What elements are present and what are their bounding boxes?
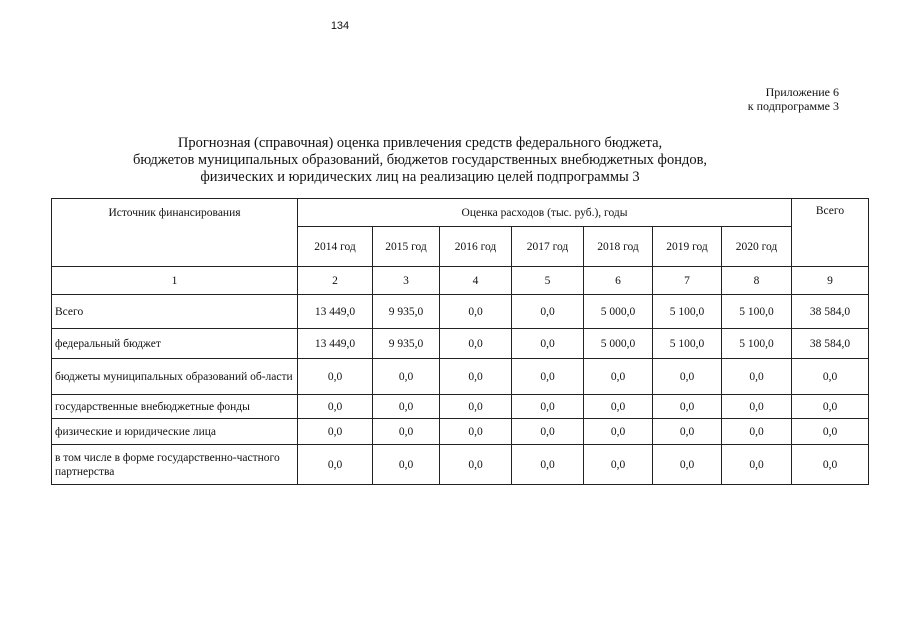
header-year: 2014 год bbox=[298, 227, 373, 267]
table-row bbox=[52, 359, 869, 395]
row-label: государственные внебюджетные фонды bbox=[52, 395, 298, 419]
column-number: 6 bbox=[584, 267, 653, 295]
table-cell: 5 000,0 bbox=[584, 295, 653, 329]
appendix-line-2: к подпрограмме 3 bbox=[747, 99, 839, 113]
table-cell: 0,0 bbox=[653, 419, 722, 445]
column-number: 3 bbox=[373, 267, 440, 295]
table-cell: 0,0 bbox=[792, 419, 869, 445]
title-line-1: Прогнозная (справочная) оценка привлечения средств федерального бюджета, bbox=[177, 135, 663, 151]
table-cell: 0,0 bbox=[653, 395, 722, 419]
table-cell: 5 000,0 bbox=[584, 329, 653, 359]
table-cell: 0,0 bbox=[440, 445, 512, 485]
header-year: 2016 год bbox=[440, 227, 512, 267]
table-cell: 0,0 bbox=[722, 445, 792, 485]
header-year: 2017 год bbox=[512, 227, 584, 267]
table-cell: 0,0 bbox=[512, 329, 584, 359]
table-cell: 0,0 bbox=[373, 359, 440, 395]
header-estimate: Оценка расходов (тыс. руб.), годы bbox=[298, 199, 792, 227]
header-year: 2020 год bbox=[722, 227, 792, 267]
column-number: 7 bbox=[653, 267, 722, 295]
table-cell: 0,0 bbox=[440, 395, 512, 419]
header-row bbox=[52, 199, 869, 227]
table-cell: 0,0 bbox=[792, 359, 869, 395]
column-number: 9 bbox=[792, 267, 869, 295]
table-cell: 9 935,0 bbox=[373, 329, 440, 359]
table-row bbox=[52, 329, 869, 359]
table-cell: 0,0 bbox=[722, 395, 792, 419]
table-cell: 0,0 bbox=[512, 295, 584, 329]
column-number: 2 bbox=[298, 267, 373, 295]
table-cell: 38 584,0 bbox=[792, 295, 869, 329]
table-cell: 0,0 bbox=[440, 359, 512, 395]
page-number: 134 bbox=[330, 20, 350, 32]
header-year: 2019 год bbox=[653, 227, 722, 267]
table-cell: 0,0 bbox=[298, 445, 373, 485]
column-number: 5 bbox=[512, 267, 584, 295]
table-cell: 0,0 bbox=[298, 395, 373, 419]
row-label: бюджеты муниципальных образований об-ласти bbox=[52, 359, 298, 395]
header-year: 2015 год bbox=[373, 227, 440, 267]
column-number: 1 bbox=[52, 267, 298, 295]
table-cell: 0,0 bbox=[440, 419, 512, 445]
table-cell: 0,0 bbox=[298, 419, 373, 445]
document-title bbox=[120, 135, 720, 186]
table-cell: 0,0 bbox=[584, 359, 653, 395]
table-cell: 0,0 bbox=[373, 395, 440, 419]
table-cell: 0,0 bbox=[722, 359, 792, 395]
column-number: 4 bbox=[440, 267, 512, 295]
table-cell: 0,0 bbox=[584, 445, 653, 485]
title-line-3: физических и юридических лиц на реализацию целей подпрограммы 3 bbox=[200, 169, 640, 185]
table-cell: 0,0 bbox=[653, 359, 722, 395]
table-cell: 0,0 bbox=[373, 445, 440, 485]
table-cell: 0,0 bbox=[512, 445, 584, 485]
row-label: физические и юридические лица bbox=[52, 419, 298, 445]
table-row bbox=[52, 419, 869, 445]
table-row bbox=[52, 445, 869, 485]
table-cell: 0,0 bbox=[512, 395, 584, 419]
appendix-line-1: Приложение 6 bbox=[765, 85, 839, 99]
table-cell: 0,0 bbox=[440, 295, 512, 329]
header-total: Всего bbox=[792, 199, 869, 267]
row-label: Всего bbox=[52, 295, 298, 329]
table-cell: 5 100,0 bbox=[722, 295, 792, 329]
table-cell: 13 449,0 bbox=[298, 295, 373, 329]
table-row bbox=[52, 295, 869, 329]
table-cell: 5 100,0 bbox=[653, 295, 722, 329]
header-year: 2018 год bbox=[584, 227, 653, 267]
table-cell: 0,0 bbox=[512, 359, 584, 395]
appendix-note bbox=[748, 85, 839, 113]
table-cell: 38 584,0 bbox=[792, 329, 869, 359]
table-cell: 0,0 bbox=[792, 395, 869, 419]
column-number-row bbox=[52, 267, 869, 295]
budget-table bbox=[51, 198, 869, 485]
row-label: федеральный бюджет bbox=[52, 329, 298, 359]
table-cell: 0,0 bbox=[653, 445, 722, 485]
table-cell: 0,0 bbox=[298, 359, 373, 395]
table-cell: 0,0 bbox=[440, 329, 512, 359]
table-cell: 0,0 bbox=[792, 445, 869, 485]
table-cell: 0,0 bbox=[512, 419, 584, 445]
column-number: 8 bbox=[722, 267, 792, 295]
table-cell: 0,0 bbox=[373, 419, 440, 445]
table-cell: 0,0 bbox=[722, 419, 792, 445]
table-cell: 5 100,0 bbox=[653, 329, 722, 359]
table-cell: 0,0 bbox=[584, 395, 653, 419]
header-source: Источник финансирования bbox=[52, 199, 298, 267]
table-cell: 0,0 bbox=[584, 419, 653, 445]
table-row bbox=[52, 395, 869, 419]
table-cell: 9 935,0 bbox=[373, 295, 440, 329]
row-label: в том числе в форме государственно-частного партнерства bbox=[52, 445, 298, 485]
title-line-2: бюджетов муниципальных образований, бюджетов государственных внебюджетных фондов, bbox=[132, 152, 708, 168]
table-cell: 13 449,0 bbox=[298, 329, 373, 359]
table-cell: 5 100,0 bbox=[722, 329, 792, 359]
